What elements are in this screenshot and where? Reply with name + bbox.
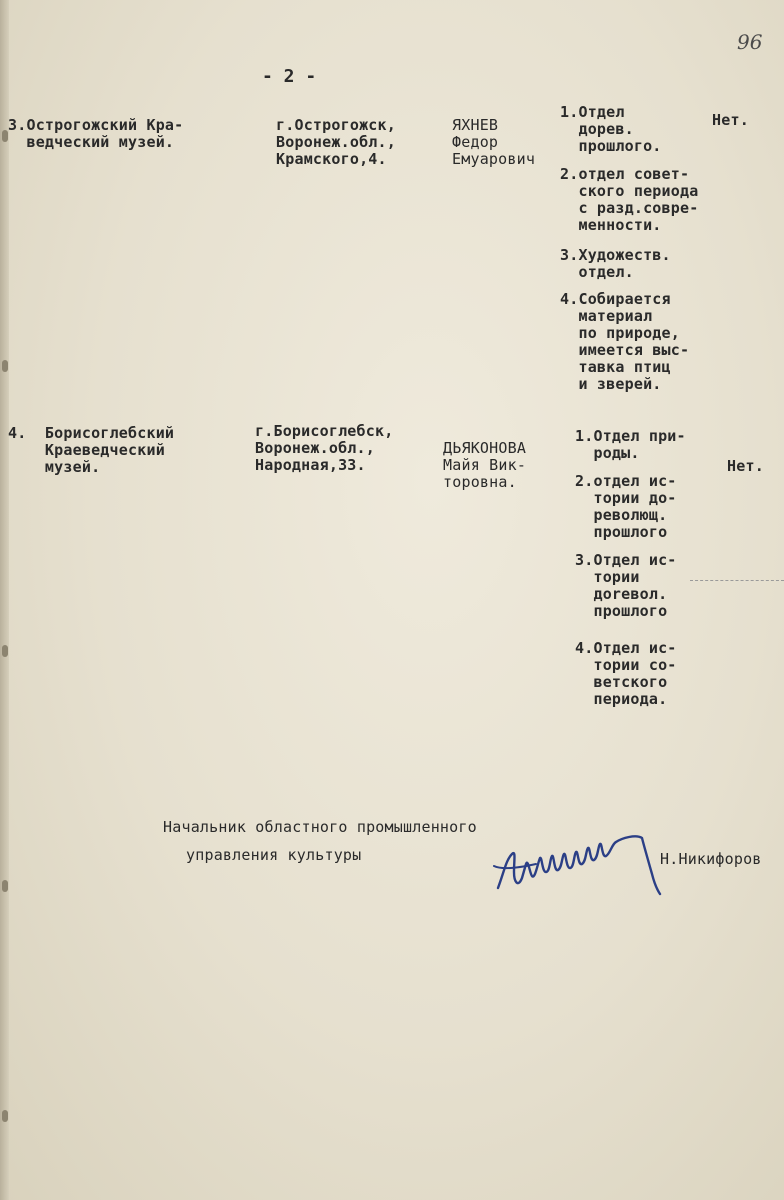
binding-edge: [0, 0, 9, 1200]
department-item: 1.Отдел дорев. прошлого.: [560, 103, 662, 155]
signatory-position: Начальник областного промышленного: [163, 818, 477, 836]
page-number: - 2 -: [262, 66, 317, 87]
handwritten-signature: [492, 830, 682, 905]
archive-sheet-number: 96: [737, 30, 763, 54]
binding-hole: [2, 645, 8, 657]
department-item: 3.Художеств. отдел.: [560, 246, 671, 281]
department-item: 1.Отдел при- роды.: [575, 427, 686, 462]
department-item: 4.Отдел ис- тории со- ветского периода.: [575, 639, 677, 708]
museum-director: ЯХНЕВ Федор Емуарович: [452, 116, 536, 168]
binding-hole: [2, 880, 8, 892]
binding-hole: [2, 1110, 8, 1122]
department-item: 4.Собирается материал по природе, имеется выс- тавка птиц и зверей.: [560, 290, 690, 393]
museum-name: 3.Острогожский Кра- ведческий музей.: [8, 116, 184, 151]
typed-dash-line: [690, 580, 784, 581]
museum-note: Нет.: [727, 457, 764, 475]
department-item: 2.отдел ис- тории до- револющ. прошлого: [575, 472, 677, 541]
signatory-name: Н.Никифоров: [660, 850, 762, 868]
museum-address: г.Острогожск, Воронеж.обл., Крамского,4.: [276, 116, 396, 168]
museum-address: г.Борисоглебск, Воронеж.обл., Народная,33.: [255, 422, 394, 474]
museum-note: Нет.: [712, 111, 749, 129]
museum-name: 4. Борисоглебский Краеведческий музей.: [8, 424, 175, 476]
department-item: 3.Отдел ис- тории дorевол. прошлого: [575, 551, 677, 620]
signatory-position: управления культуры: [186, 846, 362, 864]
museum-director: ДЬЯКОНОВА Майя Вик- торовна.: [443, 439, 527, 491]
department-item: 2.отдел совет- ского периода с разд.совре- менности.: [560, 165, 699, 234]
binding-hole: [2, 360, 8, 372]
